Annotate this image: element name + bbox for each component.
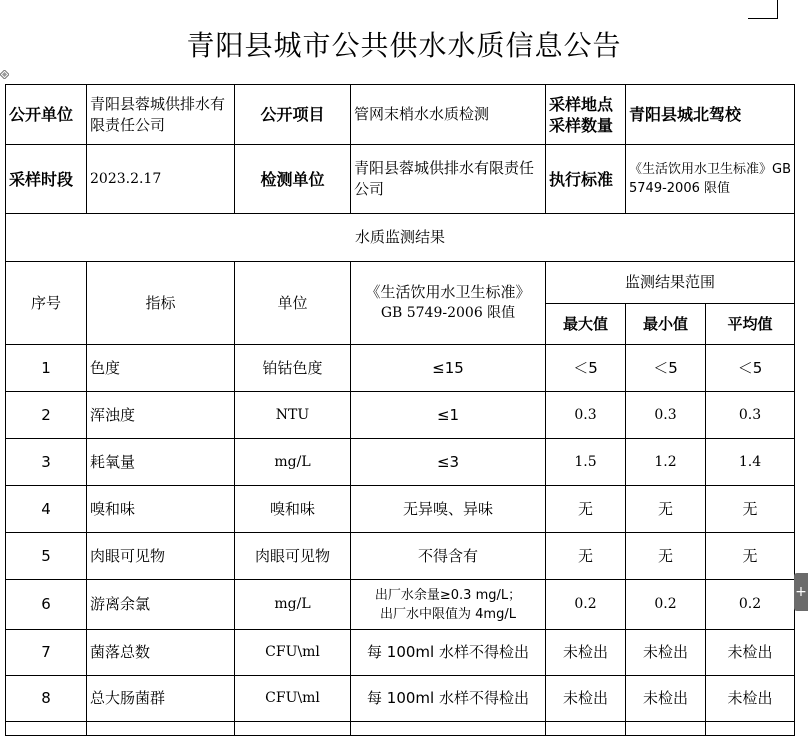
row-limit: 每 100ml 水样不得检出 xyxy=(351,630,546,676)
table-cell xyxy=(706,722,795,736)
row-max: ＜5 xyxy=(546,345,626,392)
row-avg: 无 xyxy=(706,486,795,533)
row-avg: ＜5 xyxy=(706,345,795,392)
table-row xyxy=(6,533,795,580)
info-label: 检测单位 xyxy=(235,145,351,214)
header-row-1 xyxy=(6,262,795,304)
row-min: 0.2 xyxy=(626,580,706,630)
page-corner-mark xyxy=(748,18,778,19)
table-cell xyxy=(546,722,626,736)
row-unit: mg/L xyxy=(235,439,351,486)
table-cell xyxy=(87,722,235,736)
header-standard-line: GB 5749-2006 限值 xyxy=(380,305,516,321)
row-indicator: 嗅和味 xyxy=(87,486,235,533)
row-limit-line: 出厂水余量≥0.3 mg/L； xyxy=(374,587,522,603)
row-indicator: 总大肠菌群 xyxy=(87,676,235,722)
row-avg: 无 xyxy=(706,533,795,580)
row-limit: 无异嗅、异味 xyxy=(351,486,546,533)
info-value: 管网末梢水水质检测 xyxy=(351,85,546,145)
table-cell xyxy=(6,722,87,736)
row-unit: mg/L xyxy=(235,580,351,630)
info-label-line: 采样地点 xyxy=(549,94,614,114)
row-min: ＜5 xyxy=(626,345,706,392)
row-indicator: 色度 xyxy=(87,345,235,392)
row-max: 0.2 xyxy=(546,580,626,630)
info-value: 《生活饮用水卫生标准》GB 5749-2006 限值 xyxy=(626,145,795,214)
row-limit: ≤3 xyxy=(351,439,546,486)
row-no: 5 xyxy=(6,533,87,580)
row-min: 未检出 xyxy=(626,676,706,722)
header-min: 最小值 xyxy=(626,304,706,345)
row-limit xyxy=(351,580,546,630)
table-row xyxy=(6,630,795,676)
row-min: 无 xyxy=(626,486,706,533)
row-min: 0.3 xyxy=(626,392,706,439)
row-limit: ≤15 xyxy=(351,345,546,392)
table-row xyxy=(6,345,795,392)
info-label: 公开单位 xyxy=(6,85,87,145)
row-no: 8 xyxy=(6,676,87,722)
header-range: 监测结果范围 xyxy=(546,262,795,304)
table-cell xyxy=(351,722,546,736)
row-max: 0.3 xyxy=(546,392,626,439)
row-no: 4 xyxy=(6,486,87,533)
header-max: 最大值 xyxy=(546,304,626,345)
row-avg: 0.3 xyxy=(706,392,795,439)
row-min: 未检出 xyxy=(626,630,706,676)
move-handle-icon[interactable] xyxy=(0,70,9,79)
row-unit: 铂钴色度 xyxy=(235,345,351,392)
row-indicator: 肉眼可见物 xyxy=(87,533,235,580)
info-label: 公开项目 xyxy=(235,85,351,145)
row-unit: NTU xyxy=(235,392,351,439)
row-unit: 肉眼可见物 xyxy=(235,533,351,580)
row-indicator: 耗氧量 xyxy=(87,439,235,486)
table-cell xyxy=(626,722,706,736)
row-no: 6 xyxy=(6,580,87,630)
info-value: 青阳县城北驾校 xyxy=(626,85,795,145)
row-avg: 未检出 xyxy=(706,630,795,676)
row-no: 7 xyxy=(6,630,87,676)
section-row xyxy=(6,214,795,262)
row-no: 3 xyxy=(6,439,87,486)
table-row xyxy=(6,439,795,486)
row-indicator: 浑浊度 xyxy=(87,392,235,439)
row-unit: 嗅和味 xyxy=(235,486,351,533)
header-avg: 平均值 xyxy=(706,304,795,345)
info-label: 执行标准 xyxy=(546,145,626,214)
header-standard-line: 《生活饮用水卫生标准》 xyxy=(365,283,531,301)
header-indicator: 指标 xyxy=(87,262,235,345)
page-title: 青阳县城市公共供水水质信息公告 xyxy=(186,29,622,62)
table-cell xyxy=(235,722,351,736)
table-row xyxy=(6,580,795,630)
row-limit-line: 出厂水中限值为 4mg/L xyxy=(380,606,516,622)
row-max: 无 xyxy=(546,533,626,580)
row-min: 1.2 xyxy=(626,439,706,486)
row-limit: 不得含有 xyxy=(351,533,546,580)
row-unit: CFU\ml xyxy=(235,630,351,676)
row-avg: 未检出 xyxy=(706,676,795,722)
row-indicator: 菌落总数 xyxy=(87,630,235,676)
table-row xyxy=(6,392,795,439)
info-label: 采样时段 xyxy=(6,145,87,214)
row-indicator: 游离余氯 xyxy=(87,580,235,630)
row-unit: CFU\ml xyxy=(235,676,351,722)
row-avg: 1.4 xyxy=(706,439,795,486)
row-avg: 0.2 xyxy=(706,580,795,630)
row-no: 1 xyxy=(6,345,87,392)
row-max: 未检出 xyxy=(546,676,626,722)
row-max: 未检出 xyxy=(546,630,626,676)
row-min: 无 xyxy=(626,533,706,580)
water-quality-table xyxy=(5,84,795,736)
info-label xyxy=(546,85,626,145)
info-value: 2023.2.17 xyxy=(87,145,235,214)
row-max: 无 xyxy=(546,486,626,533)
info-value: 青阳县蓉城供排水有限责任公司 xyxy=(87,85,235,145)
row-limit: 每 100ml 水样不得检出 xyxy=(351,676,546,722)
row-no: 2 xyxy=(6,392,87,439)
table-row-partial xyxy=(6,722,795,736)
row-max: 1.5 xyxy=(546,439,626,486)
header-unit: 单位 xyxy=(235,262,351,345)
row-limit: ≤1 xyxy=(351,392,546,439)
info-value: 青阳县蓉城供排水有限责任公司 xyxy=(351,145,546,214)
header-standard xyxy=(351,262,546,345)
info-label-line: 采样数量 xyxy=(549,115,614,135)
table-row xyxy=(6,486,795,533)
expand-button[interactable]: + xyxy=(794,573,808,611)
info-row-1 xyxy=(6,85,795,145)
info-row-2 xyxy=(6,145,795,214)
section-title: 水质监测结果 xyxy=(6,214,795,262)
header-no: 序号 xyxy=(6,262,87,345)
table-row xyxy=(6,676,795,722)
page-corner-mark xyxy=(777,0,778,18)
